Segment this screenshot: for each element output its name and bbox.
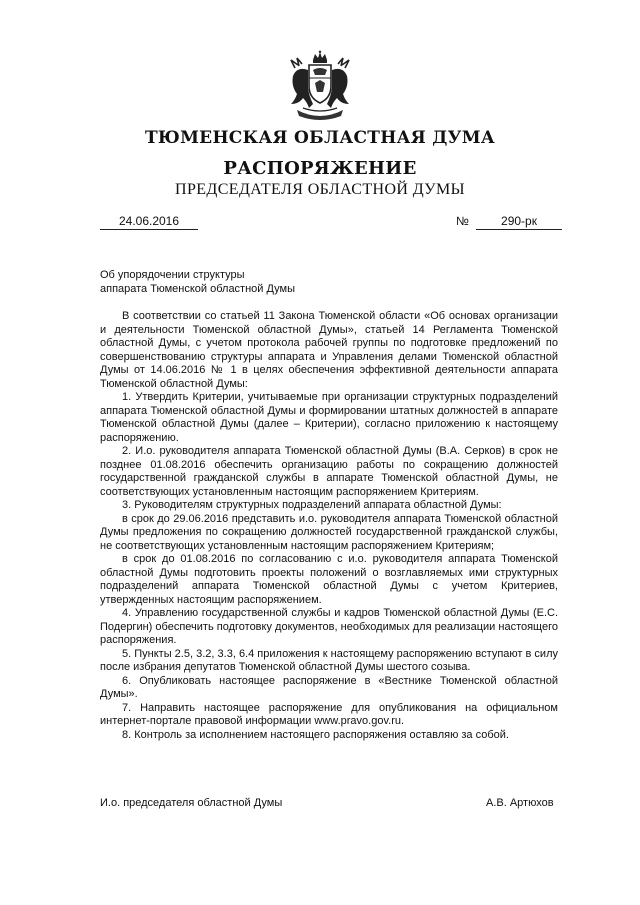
paragraph-item-3-sub-1: в срок до 29.06.2016 представить и.о. руководителя аппарата Тюменской областной Думы предложения по сокращению должностей государственной гражданской службы, не соответствующих установленным настоящим распоряжением Критериям;	[100, 512, 558, 552]
issuer-title: ПРЕДСЕДАТЕЛЯ ОБЛАСТНОЙ ДУМЫ	[175, 181, 465, 198]
paragraph-item-7: 7. Направить настоящее распоряжение для опубликования на официальном интернет-портале правовой информации www.pravo.gov.ru.	[100, 701, 558, 727]
document-body	[100, 310, 558, 742]
paragraph-item-6: 6. Опубликовать настоящее распоряжение в «Вестнике Тюменской областной Думы».	[100, 674, 558, 700]
document-number	[456, 214, 562, 230]
paragraph-item-2: 2. И.о. руководителя аппарата Тюменской областной Думы (В.А. Серков) в срок не позднее 01.08.2016 обеспечить организацию работы по сокращению должностей государственной гражданской службы в аппарате Тюменской областной Думы, не соответствующих установленным настоящим распоряжением Критериям.	[100, 445, 558, 498]
document-type: РАСПОРЯЖЕНИЕ	[223, 158, 417, 179]
signatory-name: А.В. Артюхов	[486, 797, 554, 809]
paragraph-item-3: 3. Руководителям структурных подразделений аппарата областной Думы:	[122, 499, 502, 511]
paragraph-item-1: 1. Утвердить Критерии, учитываемые при организации структурных подразделений аппарата Тюменской областной Думы и формировании штатных должностей в аппарате Тюменской областной Думы (далее – Критерии), согласно приложению к настоящему распоряжению.	[100, 391, 558, 444]
coat-of-arms-emblem-icon	[287, 50, 353, 122]
number-label: №	[456, 214, 469, 228]
paragraph-item-5: 5. Пункты 2.5, 3.2, 3.3, 6.4 приложения к настоящему распоряжению вступают в силу после избрания депутатов Тюменской областной Думы шестого созыва.	[100, 647, 558, 673]
paragraph-item-8: 8. Контроль за исполнением настоящего распоряжения оставляю за собой.	[122, 728, 509, 741]
subject-line-2: аппарата Тюменской областной Думы	[100, 282, 296, 295]
paragraph-preamble: В соответствии со статьей 11 Закона Тюменской области «Об основах организации и деятельности Тюменской областной Думы», статьей 14 Регламента Тюменской областной Думы, с учетом протокола рабочей группы по подготовке предложений по совершенствованию структуры аппарата и Управления делами Тюменской областной Думы от 14.06.2016 № 1 в целях обеспечения эффективной деятельности аппарата Тюменской областной Думы:	[100, 310, 558, 390]
signatory-position: И.о. председателя областной Думы	[100, 797, 283, 809]
organization-title: ТЮМЕНСКАЯ ОБЛАСТНАЯ ДУМА	[144, 128, 496, 148]
number-value: 290-рк	[476, 214, 562, 230]
paragraph-item-4: 4. Управлению государственной службы и кадров Тюменской областной Думы (Е.С. Подергин) обеспечить подготовку документов, необходимых для реализации настоящего распоряжения.	[100, 607, 558, 646]
document-date: 24.06.2016	[100, 214, 198, 230]
paragraph-item-3-sub-2: в срок до 01.08.2016 по согласованию с и.о. руководителя аппарата Тюменской областной Думы подготовить проекты положений о возглавляемых ими структурных подразделений аппарата Тюменской областной Думы с учетом Критериев, утвержденных настоящим распоряжением.	[100, 553, 558, 606]
subject-line-1: Об упорядочении структуры	[100, 269, 245, 281]
document-subject	[100, 269, 360, 296]
